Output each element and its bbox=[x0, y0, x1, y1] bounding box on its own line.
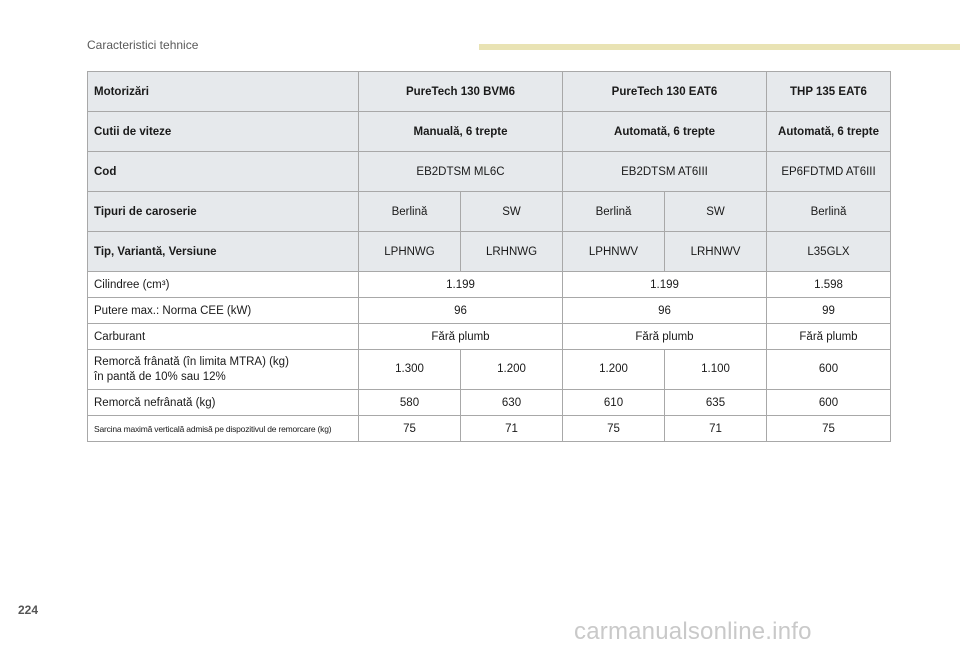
body-cell: SW bbox=[665, 192, 767, 232]
row-label: Tip, Variantă, Versiune bbox=[88, 232, 359, 272]
braked-cell: 1.100 bbox=[665, 350, 767, 390]
fuel-cell: Fără plumb bbox=[359, 324, 563, 350]
fuel-cell: Fără plumb bbox=[563, 324, 767, 350]
power-cell: 96 bbox=[359, 298, 563, 324]
unbraked-cell: 580 bbox=[359, 390, 461, 416]
unbraked-cell: 600 bbox=[767, 390, 891, 416]
unbraked-cell: 610 bbox=[563, 390, 665, 416]
braked-cell: 1.200 bbox=[563, 350, 665, 390]
table-row-fuel bbox=[88, 324, 891, 350]
code-cell: EB2DTSM AT6III bbox=[563, 152, 767, 192]
row-label: Tipuri de caroserie bbox=[88, 192, 359, 232]
section-title: Caracteristici tehnice bbox=[87, 38, 199, 52]
gearbox-cell: Automată, 6 trepte bbox=[767, 112, 891, 152]
fuel-cell: Fără plumb bbox=[767, 324, 891, 350]
table-row-displacement bbox=[88, 272, 891, 298]
table-row-unbraked-trailer bbox=[88, 390, 891, 416]
row-label: Remorcă nefrânată (kg) bbox=[88, 390, 359, 416]
body-cell: Berlină bbox=[563, 192, 665, 232]
row-label: Putere max.: Norma CEE (kW) bbox=[88, 298, 359, 324]
body-cell: SW bbox=[461, 192, 563, 232]
displacement-cell: 1.199 bbox=[563, 272, 767, 298]
row-label-line: Remorcă frânată (în limita MTRA) (kg) bbox=[94, 355, 289, 368]
displacement-cell: 1.199 bbox=[359, 272, 563, 298]
table-row-braked-trailer bbox=[88, 350, 891, 390]
specs-table bbox=[87, 71, 891, 442]
code-cell: EB2DTSM ML6C bbox=[359, 152, 563, 192]
type-cell: L35GLX bbox=[767, 232, 891, 272]
row-label: Motorizări bbox=[88, 72, 359, 112]
table-row-hitch-load bbox=[88, 416, 891, 442]
hitch-cell: 71 bbox=[461, 416, 563, 442]
watermark: carmanualsonline.info bbox=[574, 618, 812, 645]
table-row-code bbox=[88, 152, 891, 192]
displacement-cell: 1.598 bbox=[767, 272, 891, 298]
row-label bbox=[88, 350, 359, 390]
table-row-power bbox=[88, 298, 891, 324]
braked-cell: 1.300 bbox=[359, 350, 461, 390]
table-row-engines bbox=[88, 72, 891, 112]
row-label-line: în pantă de 10% sau 12% bbox=[94, 370, 226, 383]
row-label: Carburant bbox=[88, 324, 359, 350]
code-cell: EP6FDTMD AT6III bbox=[767, 152, 891, 192]
hitch-cell: 75 bbox=[767, 416, 891, 442]
row-label: Cilindree (cm³) bbox=[88, 272, 359, 298]
table-row-variant bbox=[88, 232, 891, 272]
gearbox-cell: Automată, 6 trepte bbox=[563, 112, 767, 152]
power-cell: 96 bbox=[563, 298, 767, 324]
unbraked-cell: 635 bbox=[665, 390, 767, 416]
body-cell: Berlină bbox=[767, 192, 891, 232]
unbraked-cell: 630 bbox=[461, 390, 563, 416]
body-cell: Berlină bbox=[359, 192, 461, 232]
gearbox-cell: Manuală, 6 trepte bbox=[359, 112, 563, 152]
hitch-cell: 71 bbox=[665, 416, 767, 442]
row-label: Cod bbox=[88, 152, 359, 192]
hitch-cell: 75 bbox=[563, 416, 665, 442]
braked-cell: 600 bbox=[767, 350, 891, 390]
page-number: 224 bbox=[18, 603, 39, 617]
table-row-body-type bbox=[88, 192, 891, 232]
engine-cell: THP 135 EAT6 bbox=[767, 72, 891, 112]
header-bar bbox=[479, 44, 960, 50]
type-cell: LRHNWG bbox=[461, 232, 563, 272]
engine-cell: PureTech 130 BVM6 bbox=[359, 72, 563, 112]
row-label: Cutii de viteze bbox=[88, 112, 359, 152]
type-cell: LPHNWG bbox=[359, 232, 461, 272]
row-label: Sarcina maximă verticală admisă pe dispozitivul de remorcare (kg) bbox=[88, 416, 359, 442]
hitch-cell: 75 bbox=[359, 416, 461, 442]
power-cell: 99 bbox=[767, 298, 891, 324]
type-cell: LPHNWV bbox=[563, 232, 665, 272]
braked-cell: 1.200 bbox=[461, 350, 563, 390]
type-cell: LRHNWV bbox=[665, 232, 767, 272]
table-row-gearbox bbox=[88, 112, 891, 152]
engine-cell: PureTech 130 EAT6 bbox=[563, 72, 767, 112]
